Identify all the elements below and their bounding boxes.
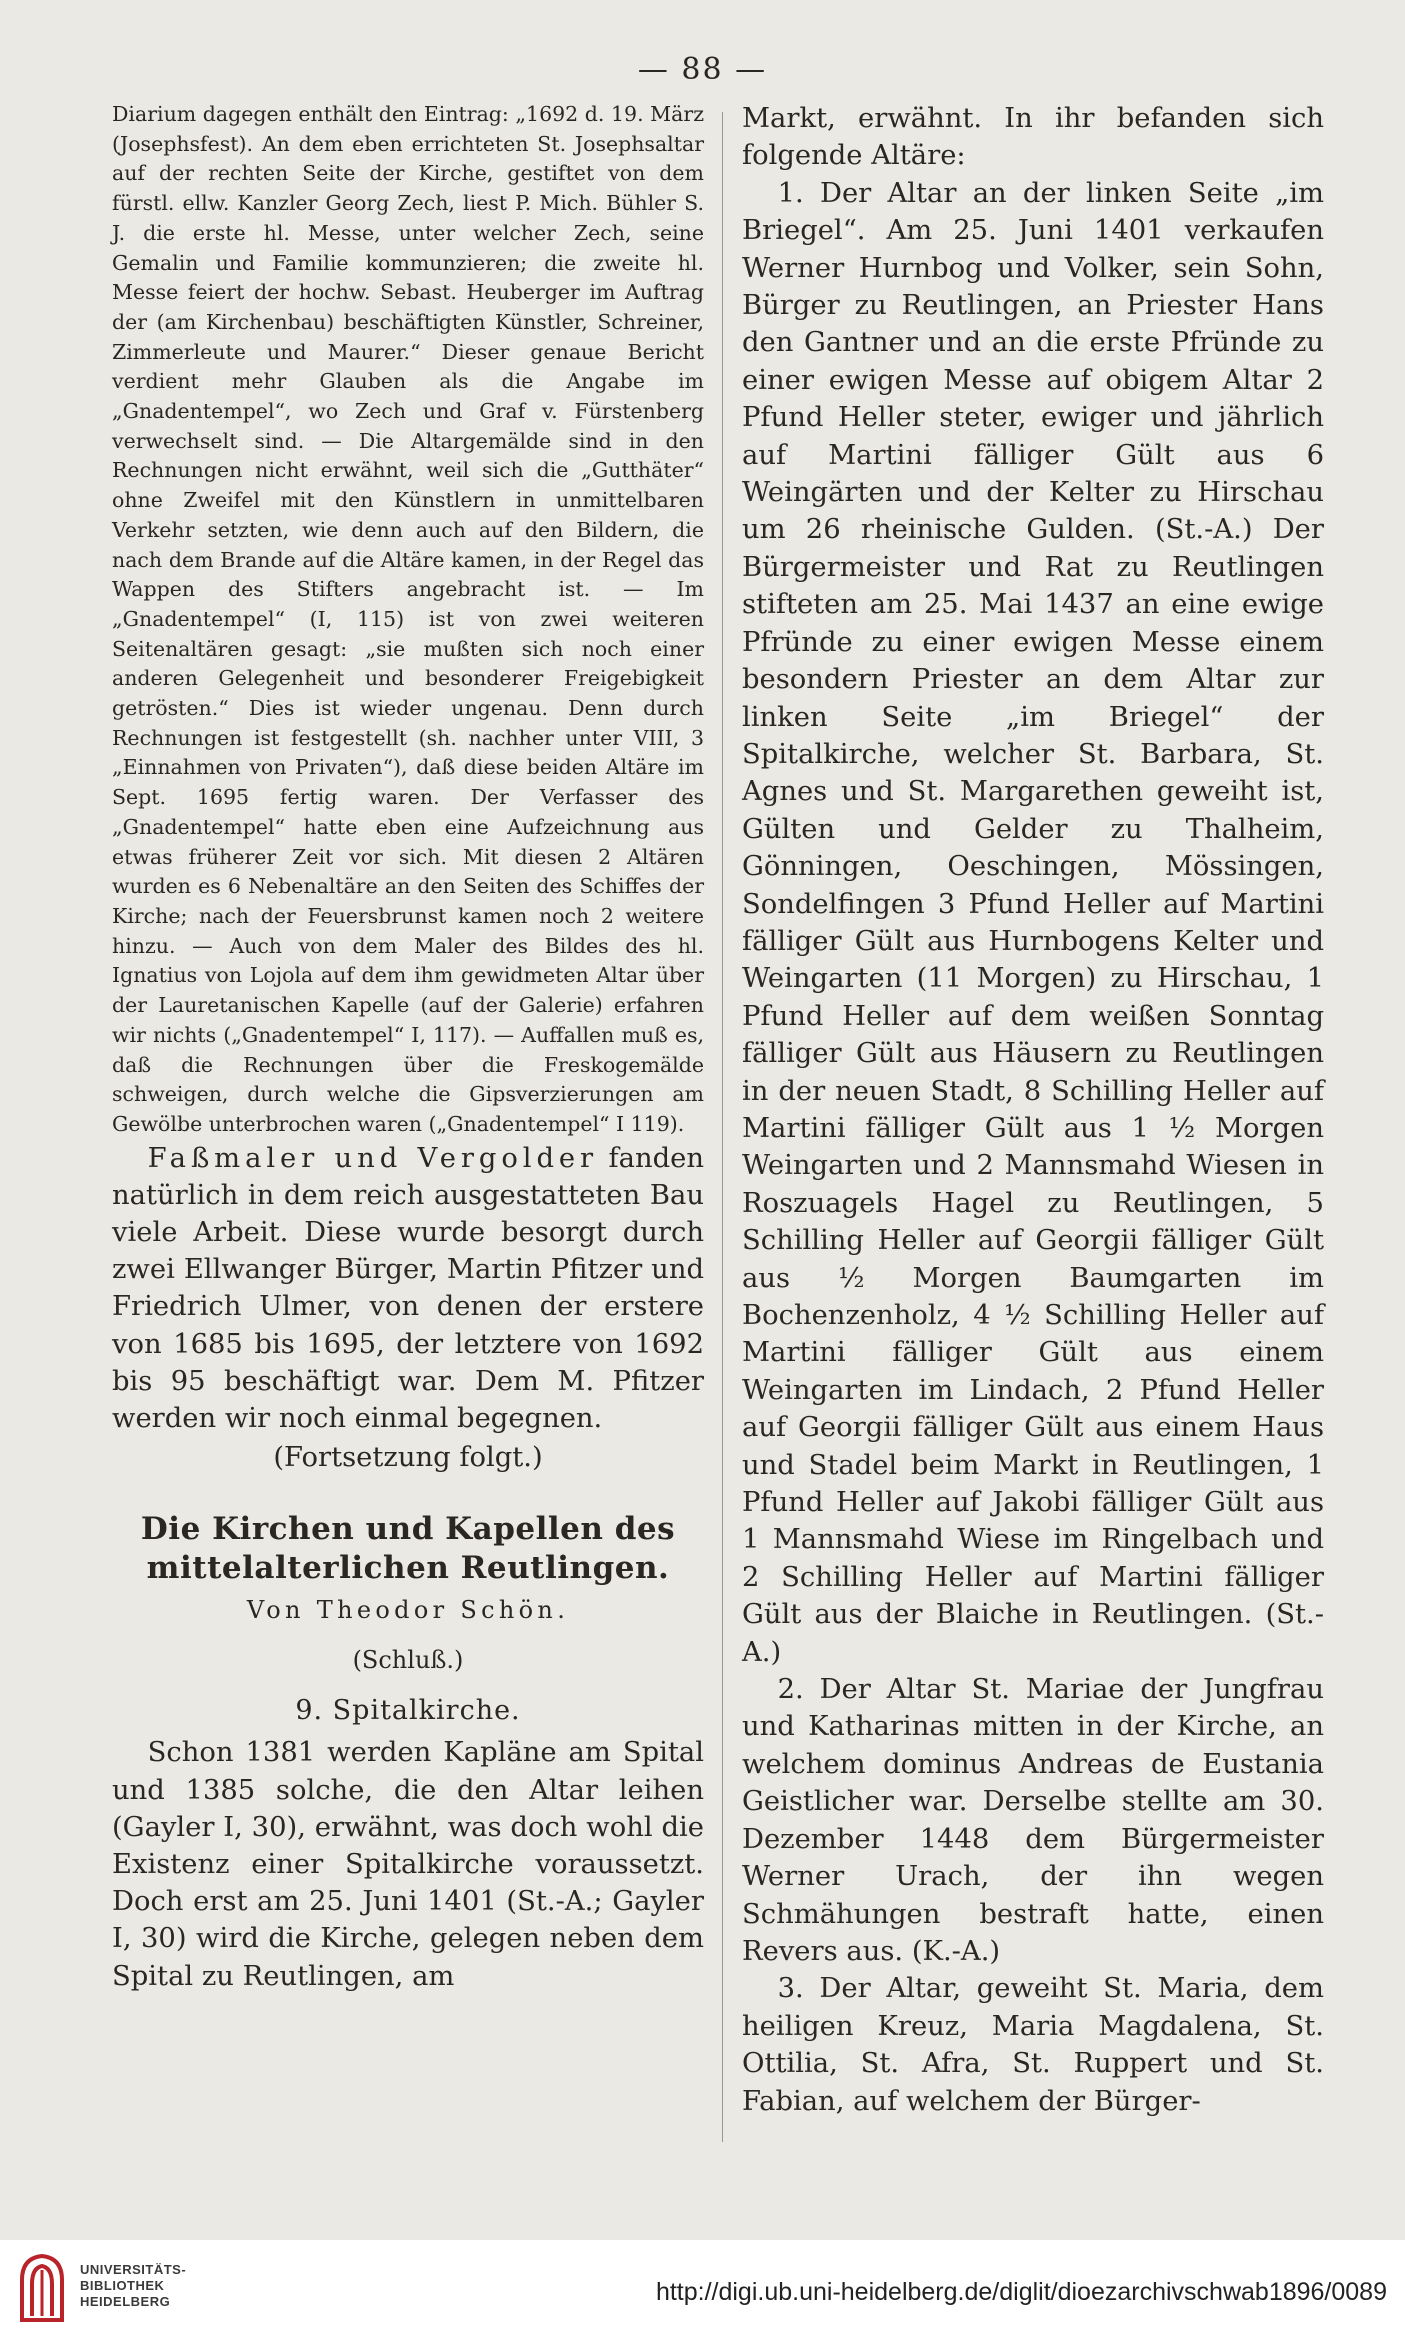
logo-line-1: UNIVERSITÄTS-	[80, 2262, 187, 2277]
left-column	[112, 100, 704, 1995]
source-url	[656, 2278, 1387, 2307]
page-number: — 88 —	[637, 52, 768, 87]
logo-line-2: BIBLIOTHEK	[80, 2278, 165, 2293]
painter-paragraph	[112, 1140, 704, 1438]
section-paragraph: Schon 1381 werden Kapläne am Spital und 1385 solche, die den Altar leihen (Gayler I, 30), erwähnt, was doch wohl die Existenz einer Spitalkirche voraussetzt. Doch erst am 25. Juni 1401 (St.-A.; Gayler I, 30) wird die Kirche, gelegen neben dem Spital zu Reutlingen, am	[112, 1737, 704, 1992]
footer-bar	[0, 2240, 1405, 2346]
conclusion-note: (Schluß.)	[352, 1646, 464, 1675]
column-divider	[722, 112, 723, 2142]
library-logo-text	[80, 2262, 186, 2310]
altar-2-paragraph: 2. Der Altar St. Mariae der Jungfrau und Katharinas mitten in der Kirche, an welchem dominus Andreas de Eustania Geistlicher war. Derselbe stellte am 30. Dezember 1448 dem Bürgermeister Werner Urach, der ihn wegen Schmähungen bestraft hatte, einen Revers aus. (K.-A.)	[742, 1674, 1324, 1967]
painter-text: fanden natürlich in dem reich ausgestatteten Bau viele Arbeit. Diese wurde besorgt durch zwei Ellwanger Bürger, Martin Pfitzer und Friedrich Ulmer, von denen der erstere von 1685 bis 1695, der letztere von 1692 bis 95 beschäftigt war. Dem M. Pfitzer werden wir noch einmal begegnen.	[112, 1142, 705, 1435]
left-small-paragraph: Diarium dagegen enthält den Eintrag: „1692 d. 19. März (Josephsfest). An dem eben errichteten St. Josephsaltar auf der rechten Seite der Kirche, gestiftet von dem fürstl. ellw. Kanzler Georg Zech, liest P. Mich. Bühler S. J. die erste hl. Messe, unter welcher Zech, seine Gemalin und Familie kommunzieren; die zweite hl. Messe feiert der hochw. Sebast. Heuberger im Auftrag der (am Kirchenbau) beschäftigten Künstler, Schreiner, Zimmerleute und Maurer.“ Dieser genaue Bericht verdient mehr Glauben als die Angabe im „Gnadentempel“, wo Zech und Graf v. Fürstenberg verwechselt sind. — Die Altargemälde sind in den Rechnungen nicht erwähnt, weil sich die „Gutthäter“ ohne Zweifel mit den Künstlern in unmittelbaren Verkehr setzten, wie denn auch auf den Bildern, die nach dem Brande auf die Altäre kamen, in der Regel das Wappen des Stifters angebracht ist. — Im „Gnadentempel“ (I, 115) ist von zwei weiteren Seitenaltären gesagt: „sie mußten sich noch einer anderen Gelegenheit und besonderer Freigebigkeit getrösten.“ Dies ist wieder ungenau. Denn durch Rechnungen ist festgestellt (sh. nachher unter VIII, 3 „Einnahmen von Privaten“), daß diese beiden Altäre im Sept. 1695 fertig waren. Der Verfasser des „Gnadentempel“ hatte eben eine Aufzeichnung aus etwas früherer Zeit vor sich. Mit diesen 2 Altären wurden es 6 Nebenaltäre an den Seiten des Schiffes der Kirche; nach der Feuersbrunst kamen noch 2 weitere hinzu. — Auch von dem Maler des Bildes des hl. Ignatius von Lojola auf dem ihm gewidmeten Altar über der Lauretanischen Kapelle (auf der Galerie) erfahren wir nichts („Gnadentempel“ I, 117). — Auffallen muß es, daß die Rechnungen über die Freskogemälde schweigen, durch welche die Gipsverzierungen am Gewölbe unterbrochen waren („Gnadentempel“ I 119).	[112, 102, 704, 1136]
altar-1-paragraph: 1. Der Altar an der linken Seite „im Briegel“. Am 25. Juni 1401 verkaufen Werner Hurnbog und Volker, sein Sohn, Bürger zu Reutlingen, an Priester Hans den Gantner und an die erste Pfründe zu einer ewigen Messe auf obigem Altar 2 Pfund Heller steter, ewiger und jährlich auf Martini fälliger Gült aus 6 Weingärten und der Kelter zu Hirschau um 26 rheinische Gulden. (St.-A.) Der Bürgermeister und Rat zu Reutlingen stifteten am 25. Mai 1437 an eine ewige Pfründe zu einer ewigen Messe einem besondern Priester an dem Altar zur linken Seite „im Briegel“ der Spitalkirche, welcher St. Barbara, St. Agnes und St. Margarethen geweiht ist, Gülten und Gelder zu Thalheim, Gönningen, Oeschingen, Mössingen, Sondelfingen 3 Pfund Heller auf Martini fälliger Gült aus Hurnbogens Kelter und Weingarten (11 Morgen) zu Hirschau, 1 Pfund Heller auf dem weißen Sonntag fälliger Gült aus Häusern zu Reutlingen in der neuen Stadt, 8 Schilling Heller auf Martini fälliger Gült aus 1 ½ Morgen Weingarten und 2 Mannsmahd Wiesen in Roszuagels Hagel zu Reutlingen, 5 Schilling Heller auf Georgii fälliger Gült aus ½ Morgen Baumgarten im Bochenzenholz, 4 ½ Schilling Heller auf Martini fälliger Gült aus einem Weingarten im Lindach, 2 Pfund Heller auf Georgii fälliger Gült aus einem Haus und Stadel beim Markt in Reutlingen, 1 Pfund Heller auf Jakobi fälliger Gült aus 1 Mannsmahd Wiese im Ringelbach und 2 Schilling Heller auf Martini fälliger Gült aus der Blaiche in Reutlingen. (St.-A.)	[742, 177, 1324, 1668]
source-url-link[interactable]: http://digi.ub.uni-heidelberg.de/diglit/dioezarchivschwab1896/0089	[655, 2278, 1387, 2306]
article-title: Die Kirchen und Kapellen des mittelalterlichen Reutlingen.	[140, 1511, 676, 1587]
altar-3-paragraph: 3. Der Altar, geweiht St. Maria, dem heiligen Kreuz, Maria Magdalena, St. Ottilia, St. Afra, St. Ruppert und St. Fabian, auf welchem der Bürger-	[742, 1973, 1324, 2117]
painter-term: Faßmaler und Vergolder	[147, 1142, 599, 1174]
right-column	[742, 100, 1324, 2120]
section-title: 9. Spitalkirche.	[295, 1695, 521, 1727]
article-byline: Von Theodor Schön.	[246, 1596, 570, 1625]
right-intro: Markt, erwähnt. In ihr befanden sich folgende Altäre:	[742, 103, 1324, 172]
library-seal-icon	[14, 2250, 70, 2328]
logo-line-3: HEIDELBERG	[80, 2294, 171, 2309]
to-be-continued: (Fortsetzung folgt.)	[273, 1442, 543, 1474]
